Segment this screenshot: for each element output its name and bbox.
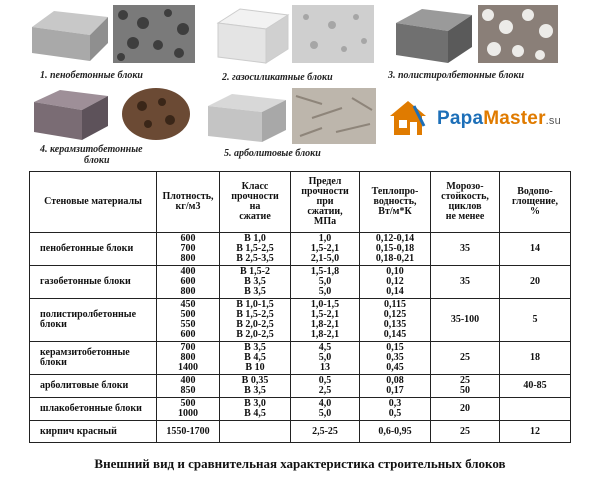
cell-limit-line: 13 — [320, 362, 330, 373]
table-row — [30, 421, 571, 443]
cell-class-line: В 2,5-3,5 — [236, 253, 274, 264]
cell-density — [157, 342, 220, 375]
cell-water — [500, 342, 571, 375]
cell-class-line: В 4,5 — [244, 352, 266, 363]
cell-limit-line: 5,0 — [318, 352, 332, 363]
cell-cond-line: 0,45 — [386, 362, 404, 373]
photo-gallery — [0, 0, 600, 170]
cell-material — [30, 299, 157, 342]
cell-density-line: 800 — [180, 253, 196, 264]
table-body — [30, 233, 571, 443]
cell-cond-line: 0,6-0,95 — [378, 425, 412, 437]
cell-water — [500, 421, 571, 443]
cell-class — [220, 266, 291, 299]
cell-class — [220, 299, 291, 342]
cell-class-line: В 3,5 — [244, 286, 266, 297]
cell-water-line: 12 — [530, 425, 540, 437]
foam-concrete-block-image — [28, 5, 110, 63]
cell-water — [500, 398, 571, 421]
cell-class-line: В 1,5-2 — [240, 266, 270, 277]
cell-material-line: шлакобетонные блоки — [40, 403, 142, 414]
cell-cond-line: 0,18-0,21 — [375, 253, 415, 264]
cell-water-line: 5 — [532, 314, 538, 325]
cell-density — [157, 299, 220, 342]
cell-cond-line: 0,35 — [386, 352, 404, 363]
cell-limit-line: 2,5 — [318, 385, 332, 396]
cell-density — [157, 421, 220, 443]
cell-limit-line: 1,0-1,5 — [310, 299, 340, 310]
cell-density-line: 600 — [180, 276, 196, 287]
figure-caption: Внешний вид и сравнительная характеристика строительных блоков — [94, 456, 506, 471]
table-row — [30, 398, 571, 421]
cell-cond — [360, 233, 431, 266]
table-row — [30, 342, 571, 375]
cell-material-line: кирпич красный — [40, 425, 117, 437]
cell-density-line: 800 — [180, 286, 196, 297]
cell-limit — [291, 398, 360, 421]
cell-water-line: 14 — [530, 243, 540, 254]
header-material: Стеновые материалы — [30, 172, 157, 233]
cell-cond — [360, 299, 431, 342]
papamaster-logo — [384, 98, 594, 138]
cell-water — [500, 266, 571, 299]
table-row — [30, 299, 571, 342]
cell-limit-line: 4,5 — [318, 342, 332, 353]
cell-cond — [360, 398, 431, 421]
cell-limit — [291, 342, 360, 375]
cell-cond-line: 0,12 — [386, 276, 404, 287]
cell-frost — [431, 342, 500, 375]
cell-limit-line: 1,8-2,1 — [310, 319, 340, 330]
polystyrene-texture-image — [478, 5, 558, 63]
cell-cond-line: 0,3 — [388, 398, 402, 409]
cell-water-line: 20 — [530, 276, 540, 287]
caption-expanded-clay-line1: 4. керамзитобетонные — [40, 144, 143, 155]
cell-limit-line: 1,5-1,8 — [310, 266, 340, 277]
cell-material-line: блоки — [40, 357, 67, 368]
cell-material — [30, 375, 157, 398]
header-strength-limit: Предел прочности при сжатии, МПа — [291, 172, 360, 233]
cell-frost — [431, 375, 500, 398]
table-header-row — [30, 172, 571, 233]
cell-class-line: В 3,5 — [244, 385, 266, 396]
cell-cond-line: 0,115 — [384, 299, 406, 310]
cell-frost-line: 25 — [460, 375, 470, 386]
cell-limit-line: 5,0 — [318, 276, 332, 287]
cell-frost-line: 20 — [460, 403, 470, 414]
cell-cond-line: 0,15 — [386, 342, 404, 353]
cell-density-line: 1400 — [178, 362, 198, 373]
cell-frost — [431, 421, 500, 443]
cell-cond-line: 0,5 — [388, 408, 402, 419]
caption-expanded-clay-line2: блоки — [84, 155, 110, 166]
cell-density-line: 400 — [180, 266, 196, 277]
cell-class-line: В 1,5-2,5 — [236, 243, 274, 254]
expanded-clay-texture-image — [118, 86, 194, 142]
cell-density-line: 700 — [180, 342, 196, 353]
cell-material — [30, 342, 157, 375]
cell-cond-line: 0,145 — [383, 329, 407, 340]
cell-density-line: 500 — [180, 398, 196, 409]
cell-limit-line: 1,5-2,1 — [310, 309, 340, 320]
cell-frost — [431, 233, 500, 266]
cell-limit-line: 1,0 — [318, 233, 332, 244]
cell-limit-line: 1,8-2,1 — [310, 329, 340, 340]
cell-class-line: В 0,35 — [241, 375, 269, 386]
cell-class-line: В 2,0-2,5 — [236, 329, 274, 340]
cell-material-line: арболитовые блоки — [40, 380, 129, 391]
gas-silicate-block-image — [210, 5, 290, 65]
cell-frost-line: 35 — [460, 276, 470, 287]
cell-frost — [431, 266, 500, 299]
header-frost: Морозо- стойкость, циклов не менее — [431, 172, 500, 233]
cell-cond-line: 0,12-0,14 — [375, 233, 415, 244]
cell-material-line: керамзитобетонные — [40, 347, 130, 358]
header-conductivity: Теплопро- водность, Вт/м*К — [360, 172, 431, 233]
header-water: Водопо- глощение, % — [500, 172, 571, 233]
table-row — [30, 233, 571, 266]
cell-limit — [291, 299, 360, 342]
cell-class-line: В 3,5 — [244, 342, 266, 353]
cell-cond-line: 0,08 — [386, 375, 404, 386]
cell-class — [220, 398, 291, 421]
caption-gas-silicate: 2. газосиликатные блоки — [222, 72, 333, 83]
logo-su: .su — [545, 115, 561, 127]
cell-density — [157, 398, 220, 421]
cell-frost-line: 35-100 — [450, 314, 480, 325]
caption-foam-concrete: 1. пенобетонные блоки — [40, 70, 143, 81]
cell-limit-line: 2,1-5,0 — [310, 253, 340, 264]
cell-limit — [291, 375, 360, 398]
cell-cond-line: 0,14 — [386, 286, 404, 297]
cell-frost-line: 25 — [460, 352, 470, 363]
cell-limit-line: 5,0 — [318, 286, 332, 297]
cell-class — [220, 342, 291, 375]
table-row — [30, 266, 571, 299]
arbolite-block-image — [204, 90, 288, 144]
cell-material-line: газобетонные блоки — [40, 276, 131, 287]
cell-class — [220, 233, 291, 266]
cell-density — [157, 266, 220, 299]
cell-material — [30, 398, 157, 421]
cell-class-line: В 10 — [245, 362, 265, 373]
gas-silicate-texture-image — [292, 5, 374, 63]
cell-limit — [291, 233, 360, 266]
header-density: Плотность, кг/м3 — [157, 172, 220, 233]
cell-density-line: 400 — [180, 375, 196, 386]
cell-water — [500, 375, 571, 398]
cell-class-line: В 1,0 — [244, 233, 266, 244]
comparison-table — [29, 171, 571, 443]
arbolite-texture-image — [292, 88, 376, 144]
cell-frost-line: 25 — [460, 425, 470, 437]
cell-class-line: В 1,0-1,5 — [236, 299, 274, 310]
cell-frost-line: 35 — [460, 243, 470, 254]
cell-cond-line: 0,15-0,18 — [375, 243, 415, 254]
cell-limit-line: 2,5-25 — [312, 425, 338, 437]
caption-polystyrene: 3. полистиролбетонные блоки — [388, 70, 525, 81]
cell-material — [30, 233, 157, 266]
cell-density-line: 850 — [180, 385, 196, 396]
logo-master: Master — [483, 108, 546, 129]
cell-material-line: полистиролбетонные — [40, 309, 137, 320]
cell-water — [500, 233, 571, 266]
logo-papa: Papa — [437, 108, 484, 129]
polystyrene-block-image — [392, 5, 474, 65]
cell-class-line: В 4,5 — [244, 408, 266, 419]
cell-density-line: 1550-1700 — [166, 425, 210, 437]
cell-material — [30, 266, 157, 299]
cell-density-line: 700 — [180, 243, 196, 254]
logo-wordmark — [437, 108, 561, 130]
cell-cond — [360, 375, 431, 398]
cell-water-line: 40-85 — [523, 380, 547, 391]
cell-cond — [360, 342, 431, 375]
cell-material — [30, 421, 157, 443]
cell-density-line: 450 — [180, 299, 196, 310]
cell-cond — [360, 266, 431, 299]
cell-density-line: 600 — [180, 233, 196, 244]
caption-expanded-clay — [40, 144, 143, 166]
cell-density-line: 550 — [180, 319, 196, 330]
cell-class — [220, 375, 291, 398]
cell-water — [500, 299, 571, 342]
cell-limit-line: 0,5 — [318, 375, 332, 386]
cell-density-line: 600 — [180, 329, 196, 340]
cell-class-line: В 1,5-2,5 — [236, 309, 274, 320]
cell-cond-line: 0,135 — [383, 319, 407, 330]
cell-cond-line: 0,125 — [383, 309, 407, 320]
cell-density-line: 800 — [180, 352, 196, 363]
cell-class — [220, 421, 291, 443]
cell-density — [157, 375, 220, 398]
expanded-clay-block-image — [30, 86, 110, 142]
cell-material-line: блоки — [40, 319, 67, 330]
cell-class-line: В 2,0-2,5 — [236, 319, 274, 330]
cell-limit-line: 5,0 — [318, 408, 332, 419]
cell-water-line: 18 — [530, 352, 540, 363]
caption-arbolite: 5. арболитовые блоки — [224, 148, 321, 159]
cell-density-line: 1000 — [178, 408, 198, 419]
cell-density — [157, 233, 220, 266]
cell-material-line: пенобетонные блоки — [40, 243, 134, 254]
header-strength-class: Класс прочности на сжатие — [220, 172, 291, 233]
cell-limit-line: 4,0 — [318, 398, 332, 409]
cell-frost — [431, 299, 500, 342]
cell-cond — [360, 421, 431, 443]
cell-limit-line: 1,5-2,1 — [310, 243, 340, 254]
cell-frost — [431, 398, 500, 421]
house-logo-icon — [384, 98, 430, 138]
table-row — [30, 375, 571, 398]
cell-cond-line: 0,17 — [386, 385, 404, 396]
cell-frost-line: 50 — [460, 385, 470, 396]
cell-class-line: В 3,5 — [244, 276, 266, 287]
cell-limit — [291, 266, 360, 299]
cell-cond-line: 0,10 — [386, 266, 404, 277]
cell-density-line: 500 — [180, 309, 196, 320]
cell-class-line: В 3,0 — [244, 398, 266, 409]
foam-concrete-texture-image — [113, 5, 195, 63]
cell-limit — [291, 421, 360, 443]
